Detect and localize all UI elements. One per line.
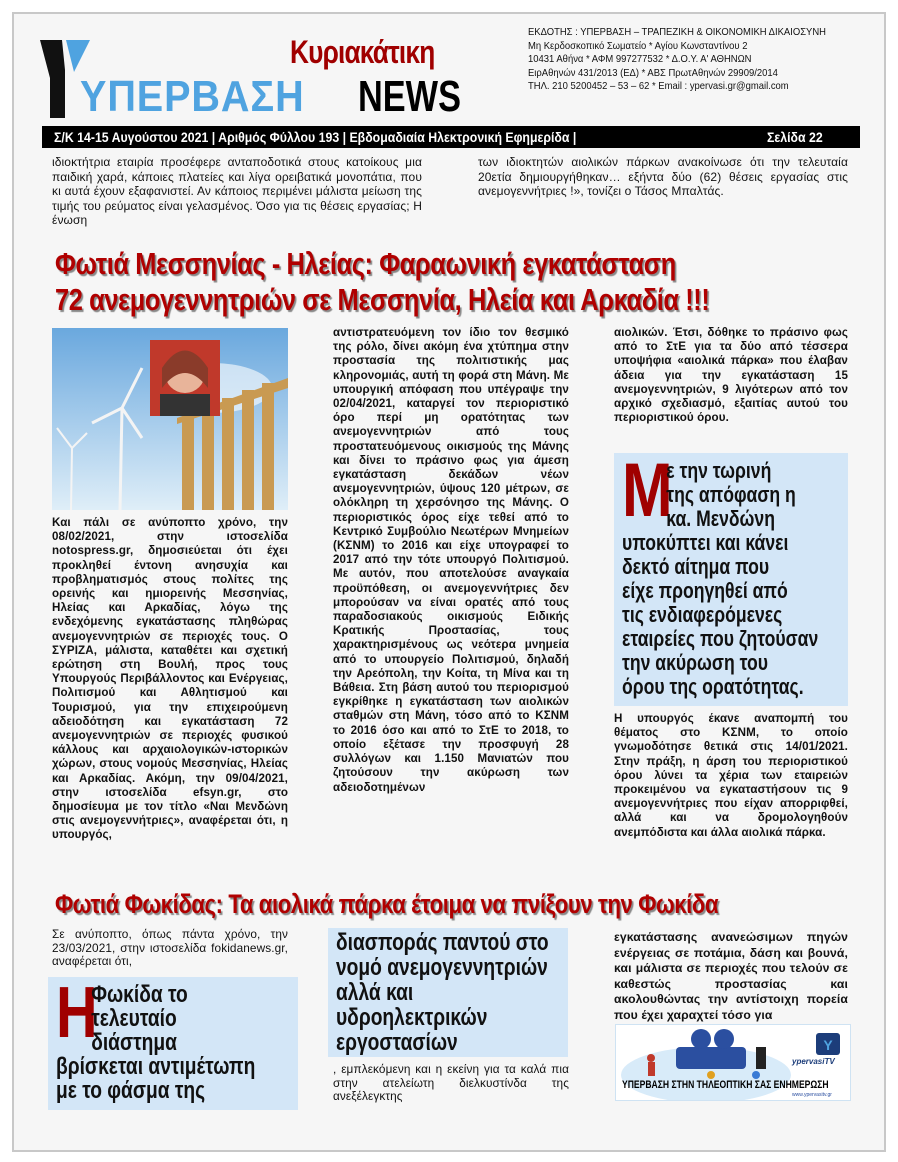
- pullquote-1: [614, 448, 848, 706]
- article-1-column-3-bottom: Η υπουργός έκανε αναπομπή του θέματος στο ΚΣΝΜ, το οποίο γνωμοδότησε θετικά στις 14/01/2021. Στην πράξη, η άρση του περιοριστικού όρου λύνει τα χέρια των εταιρειών προκειμένου να εγκαταστήσουν τις 9 ανεμογεννήτριες που είχαν απορριφθεί, αλλά και να δρομολογηθούν ανεμπόδιστα και άλλα αιολικά πάρκα.: [614, 712, 848, 839]
- dropcap-h: Η: [56, 973, 98, 1053]
- publisher-line: ΕιρΑθηνών 431/2013 (ΕΔ) * ΑΒΣ ΠρωτΑθηνών 29909/2014: [528, 66, 778, 79]
- article-1-column-1: Και πάλι σε ανύποπτο χρόνο, την 08/02/2021, στην ιστοσελίδα notospress.gr, δημοσιεύεται ότι έχει προκληθεί έντονη ανησυχία και προβληματισμός στους πολίτες της ορεινής και ημιορεινής Μεσσηνίας, Ηλείας και Αρκαδίας, λόγω της ενδεχόμενης εγκατάστασης πληθώρας ανεμογεννητριών σε περιοχές τους. Ο ΣΥΡΙΖΑ, μάλιστα, καταθέτει και σχετική ερώτηση στη Βουλή, προς τους Υπουργούς Περιβάλλοντος και Ενέργειας, Πολιτισμού και Αθλητισμού και Τουρισμού, για την επιχειρούμενη αδειοδότηση και εγκατάσταση 72 ανεμογεννητριών σε περιοχές φυσικού κάλλους και αρχαιολογικών-ιστορικών χώρων, στους νομούς Μεσσηνίας, Ηλείας και Αρκαδίας. Ακόμη, την 09/04/2021, στην ιστοσελίδα efsyn.gr, στο δημοσίευμα με τον τίτλο «Ναι Μενδώνη στις ανεμογεννήτριες», αναφέρεται ότι, η υπουργός,: [52, 516, 288, 842]
- svg-text:Y: Y: [823, 1037, 833, 1053]
- pullquote-line: ε την τωρινή: [666, 458, 772, 483]
- pullquote-line: τελευταίο: [91, 1005, 177, 1032]
- pullquote-line: υδροηλεκτρικών: [336, 1004, 488, 1031]
- issue-info: Σ/Κ 14-15 Αυγούστου 2021 | Αριθμός Φύλλου 193 | Εβδομαδιαία Ηλεκτρονική Εφημερίδα |: [54, 129, 577, 145]
- logo-ypervasi: ΥΠΕΡΒΑΣΗ: [80, 72, 305, 121]
- intro-column-2: των ιδιοκτητών αιολικών πάρκων ανακοίνωσε ότι την τελευταία 20ετία δημιουργήθηκαν… εξήντα δύο (62) θέσεις εργασίας στις ανεμογεννήτριες !», τονίζει ο Τάσος Μπαλτάς.: [478, 155, 848, 199]
- headline-1-line-1: Φωτιά Μεσσηνίας - Ηλείας: Φαραωνική εγκατάσταση: [55, 246, 676, 281]
- pullquote-3: [328, 928, 568, 1057]
- article-1-column-3-top: αιολικών. Έτσι, δόθηκε το πράσινο φως από το ΣτΕ για τα δύο από τέσσερα υποψήφια «αιολικά πάρκα» που έλαβαν άδεια για την εγκατάσταση 15 ανεμογεννητριών, 9 λιγότερων από τον αρχικό σχεδιασμό, εξαιτίας αυτού του περιοριστικού όρου.: [614, 326, 848, 425]
- pullquote-line: νομό ανεμογεννητριών: [336, 954, 548, 981]
- pullquote-2: [48, 973, 298, 1110]
- article-2-column-3: εγκατάστασης ανανεώσιμων πηγών ενέργειας σε ποτάμια, δάση και βουνά, και μάλιστα σε περιοχές που τελούν σε καθεστώς προστασίας και ακολουθώντας την αντίστοιχη πορεία που έχει χαραχτεί τόσο για: [614, 930, 848, 1022]
- pullquote-line: αλλά και: [336, 979, 414, 1006]
- publisher-line: Μη Κερδοσκοπικό Σωματείο * Αγίου Κωνσταντίνου 2: [528, 39, 748, 52]
- ypervasi-tv-banner[interactable]: [615, 1024, 851, 1101]
- pullquote-line: τις ενδιαφερόμενες: [622, 602, 783, 627]
- pullquote-line: με το φάσμα της: [56, 1077, 206, 1104]
- page-number: Σελίδα 22: [767, 129, 823, 145]
- pullquote-line: την ακύρωση του: [622, 650, 768, 675]
- pullquote-line: διασποράς παντού στο: [336, 929, 549, 956]
- publisher-info: [528, 26, 826, 94]
- pullquote-line: κα. Μενδώνη: [666, 506, 775, 531]
- headline-2: Φωτιά Φωκίδας: Τα αιολικά πάρκα έτοιμα να πνίξουν την Φωκίδα: [55, 889, 719, 919]
- publisher-line: ΕΚΔΟΤΗΣ : ΥΠΕΡΒΑΣΗ – ΤΡΑΠΕΖΙΚΗ & ΟΙΚΟΝΟΜΙΚΗ ΔΙΚΑΙΟΣΥΝΗ: [528, 26, 826, 38]
- article-1-column-2: αντιστρατευόμενη τον ίδιο τον θεσμικό της ρόλο, δίνει ακόμη ένα χτύπημα στην προστασία της πολιτιστικής μας κληρονομιάς, αυτή τη φορά στη Μάνη. Με υπουργική απόφαση που υπέγραψε την 02/04/2021, καταργεί τον περιοριστικό όρο περί μη ορατότητας των ανεμογεννητριών από τους προστατευόμενους οικισμούς της Μάνης και δίνει το πράσινο φως για άμεση εγκατάσταση δεκάδων νέων ανεμογεννητριών, ύψους 120 μέτρων, σε ολόκληρη τη χερσόνησο της Μάνης. Ο περιοριστικός όρος είχε τεθεί από το Κεντρικό Συμβούλιο Νεωτέρων Μνημείων (ΚΣΝΜ) το 2016 και είχε υπογραφεί το 2017 από την τότε υπουργό Πολιτισμού. Με αυτόν, που αποτελούσε αναγκαία προϋπόθεση, οι ανεμογεννήτριες δεν μπορούσαν να είναι ορατές από τους παραδοσιακούς οικισμούς Ειδικής Κρατικής Προστασίας, τους χαρακτηρισμένους ως νεότερα μνημεία από το υπουργείο Πολιτισμού, δηλαδή την Αρεόπολη, την Κοίτα, τη Μίνα και τη Βάθεια. Στη βάση αυτού του περιορισμού εγκρίθηκε η εγκατάσταση των αιολικών σταθμών στη Μάνη, τόσο από το ΚΣΝΜ το 2016 όσο και από το ΣτΕ το 2018, το οποίο εξέτασε την προσφυγή 28 συλλόγων και 1.150 Μανιατών που ζητούσουν την ακύρωση των αδειοδοτημένων: [333, 326, 569, 794]
- pullquote-line: Φωκίδα το: [91, 981, 188, 1008]
- masthead-logo: [40, 34, 480, 121]
- logo-kyriakatiki: Κυριακάτικη: [290, 34, 435, 70]
- intro-column-1: ιδιοκτήτρια εταιρία προσέφερε ανταποδοτικά στους κατοίκους μια παιδική χαρά, κάποιες πλατείες και λίγα ορειβατικά μονοπάτια, που κι αυτά έχουν εξαφανιστεί. Αν κάποιος περιμένει μάλιστα μείωση της τιμής του ρεύματος είναι γελασμένος. Όσο για τις θέσεις εργασίας; Η ένωση: [52, 155, 422, 228]
- publisher-line: ΤΗΛ. 210 5200452 – 53 – 62 * Email : ypervasi.gr@gmail.com: [528, 80, 789, 93]
- publisher-line: 10431 Αθήνα * ΑΦΜ 997277532 * Δ.Ο.Υ. Α' ΑΘΗΝΩΝ: [528, 53, 752, 66]
- headline-1-line-2: 72 ανεμογεννητριών σε Μεσσηνία, Ηλεία και Αρκαδία !!!: [55, 282, 710, 317]
- article-photo-windturbines: [52, 328, 288, 510]
- banner-url[interactable]: www.ypervasitv.gr: [792, 1092, 832, 1098]
- pullquote-line: εταιρείες που ζητούσαν: [622, 626, 819, 651]
- article-2-column-2: , εμπλεκόμενη και η εκείνη για τα καλά πια στην ατελείωτη διελκυστίνδα της ανεξέλεγκτης: [333, 1062, 569, 1104]
- pullquote-line: δεκτό αίτημα που: [622, 554, 770, 579]
- article-2-column-1: Σε ανύποπτο, όπως πάντα χρόνο, την 23/03/2021, στην ιστοσελίδα fokidanews.gr, αναφέρεται ότι,: [52, 927, 288, 969]
- pullquote-line: βρίσκεται αντιμέτωπη: [56, 1053, 256, 1080]
- logo-news: NEWS: [358, 72, 461, 121]
- dropcap-m: Μ: [622, 448, 673, 533]
- pullquote-line: είχε προηγηθεί από: [622, 578, 788, 603]
- tv-logo-text: ypervasiTV: [792, 1057, 835, 1066]
- pullquote-line: διάστημα: [91, 1029, 177, 1056]
- banner-slogan: ΥΠΕΡΒΑΣΗ ΣΤΗΝ ΤΗΛΕΟΠΤΙΚΗ ΣΑΣ ΕΝΗΜΕΡΩΣΗ: [622, 1079, 829, 1091]
- pullquote-line: υποκύπτει και κάνει: [622, 530, 789, 555]
- issue-bar: [42, 126, 860, 148]
- pullquote-line: της απόφαση η: [666, 482, 796, 507]
- pullquote-line: όρου της ορατότητας.: [622, 674, 804, 699]
- pullquote-line: εργοστασίων: [336, 1029, 458, 1056]
- headline-1: [55, 246, 853, 318]
